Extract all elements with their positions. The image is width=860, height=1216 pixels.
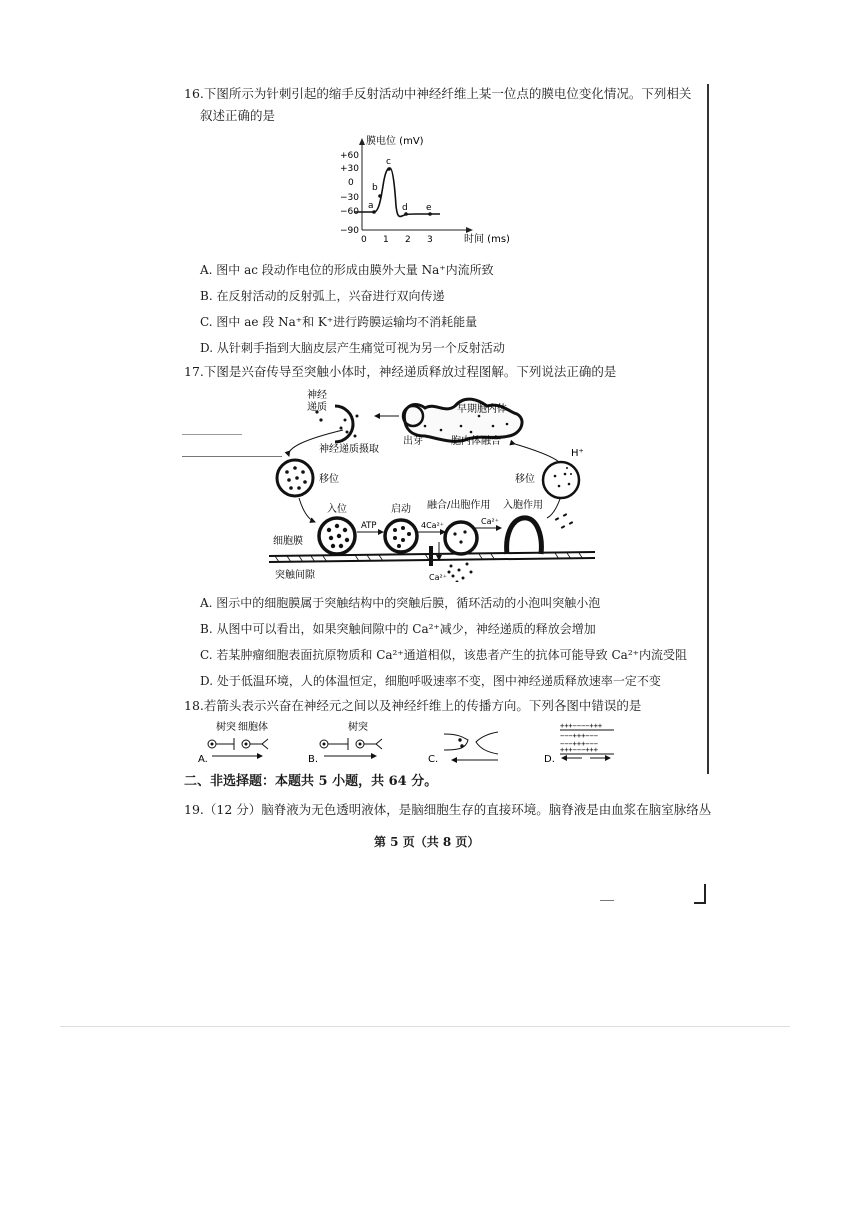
x-axis-arrow (466, 227, 473, 233)
arrow-endo-move (547, 496, 561, 518)
q18-figure-a (208, 738, 268, 756)
label-neurotransmitter-2: 递质 (307, 402, 327, 413)
page-footer: 第 5 页（共 8 页） (374, 835, 480, 849)
ytick-m30: −30 (340, 193, 359, 203)
q18-dendrite-b: 树突 (348, 722, 368, 733)
point-d: d (402, 203, 408, 213)
label-move-right: 移位 (515, 474, 535, 485)
q16-option-c: C. 图中 ae 段 Na⁺和 K⁺进行跨膜运输均不消耗能量 (200, 315, 478, 329)
point-c: c (386, 157, 391, 167)
section-2-heading: 二、非选择题：本题共 5 小题，共 64 分。 (184, 774, 438, 789)
point-c-dot (387, 167, 391, 171)
q18-d-row3: −−−+++−−− (560, 740, 598, 748)
q18-label-c: C. (428, 754, 439, 765)
label-membrane: 细胞膜 (273, 536, 303, 547)
moving-vesicle-right (543, 462, 579, 498)
xtick-1: 1 (383, 235, 389, 245)
q18-figure-c (444, 732, 498, 760)
ytick-m60: −60 (340, 207, 359, 217)
xtick-0: 0 (361, 235, 367, 245)
label-ca-right: Ca²⁺ (481, 517, 499, 526)
q17-option-d: D. 处于低温环境，人的体温恒定，细胞呼吸速率不变，图中神经递质释放速率一定不变 (200, 674, 661, 688)
q18-label-a: A. (198, 754, 208, 765)
label-start: 启动 (391, 504, 411, 515)
q18-d-row1: +++−−−−+++ (560, 722, 603, 730)
neurotransmitter-release-diagram (265, 386, 605, 582)
q18-soma-a: 细胞体 (238, 722, 268, 733)
q18-d-row2: −−−+++−−− (560, 732, 598, 740)
xtick-3: 3 (427, 235, 433, 245)
fusing-vesicle (445, 522, 477, 554)
label-hplus: H⁺ (571, 448, 584, 459)
moving-vesicle-left (277, 460, 313, 496)
scan-mark (600, 900, 614, 901)
label-budding: 出芽 (403, 436, 423, 447)
ca-channel (429, 546, 433, 566)
xtick-2: 2 (405, 235, 411, 245)
q16-option-a: A. 图中 ac 段动作电位的形成由膜外大量 Na⁺内流所致 (200, 263, 494, 277)
q16-option-b: B. 在反射活动的反射弧上，兴奋进行双向传递 (200, 289, 445, 303)
label-neurotransmitter-1: 神经 (307, 390, 327, 401)
q17-option-a: A. 图示中的细胞膜属于突触结构中的突触后膜，循环活动的小泡叫突触小泡 (200, 596, 601, 610)
point-b: b (372, 183, 378, 193)
q18-stem: 18.若箭头表示兴奋在神经元之间以及神经纤维上的传播方向。下列各图中错误的是 (184, 698, 642, 713)
point-b-dot (378, 194, 382, 198)
uptake-vesicle (335, 406, 353, 442)
q18-d-row4: +++−−−+++ (560, 746, 598, 754)
primed-vesicle (385, 520, 417, 552)
label-ca-bottom: Ca²⁺ (429, 573, 447, 582)
page-border-line (707, 84, 709, 774)
q16-option-d: D. 从针刺手指到大脑皮层产生痛觉可视为另一个反射活动 (200, 341, 505, 355)
q17-stem: 17.下图是兴奋传导至突触小体时，神经递质释放过程图解。下列说法正确的是 (184, 364, 617, 379)
label-fusion: 融合/出胞作用 (427, 500, 491, 511)
q19-stem: 19.（12 分）脑脊液为无色透明液体，是脑细胞生存的直接环境。脑脊液是由血浆在脑室脉络丛 (184, 802, 712, 817)
graph-xlabel: 时间 (ms) (464, 234, 510, 245)
label-endocytosis: 入胞作用 (503, 500, 543, 511)
label-cleft: 突触间隙 (275, 570, 315, 581)
q18-label-b: B. (308, 754, 319, 765)
label-atp: ATP (361, 521, 377, 531)
endocytosis-pit (507, 518, 542, 554)
q16-stem-line2: 叙述正确的是 (200, 108, 276, 123)
label-endosome-fusion: 胞内体融合 (451, 436, 501, 447)
q17-option-b: B. 从图中可以看出，如果突触间隙中的 Ca²⁺减少，神经递质的释放会增加 (200, 622, 596, 636)
q18-figure-b (320, 738, 382, 756)
label-early-endosome: 早期胞内体 (457, 404, 507, 415)
y-axis-arrow (359, 138, 365, 145)
scan-line (60, 1026, 790, 1027)
q18-label-d: D. (544, 754, 555, 765)
ytick-m90: −90 (340, 226, 359, 236)
label-uptake: 神经递质摄取 (319, 444, 379, 455)
q18-dendrite-a: 树突 (216, 722, 236, 733)
arrow-fuse-move (515, 444, 561, 464)
ytick-0: 0 (348, 178, 354, 188)
q16-stem-line1: 16.下图所示为针刺引起的缩手反射活动中神经纤维上某一位点的膜电位变化情况。下列相关 (184, 86, 692, 101)
q18-figures (198, 720, 618, 766)
graph-ylabel: 膜电位 (mV) (366, 136, 424, 147)
corner-mark (694, 884, 706, 904)
ytick-30: +30 (340, 164, 359, 174)
label-move-left: 移位 (319, 474, 339, 485)
arrow-move-dock (299, 498, 315, 522)
point-a: a (368, 201, 374, 211)
q17-option-c: C. 若某肿瘤细胞表面抗原物质和 Ca²⁺通道相似，该患者产生的抗体可能导致 Ca²⁺内流受阻 (200, 648, 687, 662)
ytick-60: +60 (340, 151, 359, 161)
scan-mark (182, 434, 242, 435)
membrane-potential-graph (340, 130, 520, 248)
point-e: e (426, 203, 432, 213)
label-dock: 入位 (327, 504, 347, 515)
label-ca4: 4Ca²⁺ (421, 521, 445, 530)
